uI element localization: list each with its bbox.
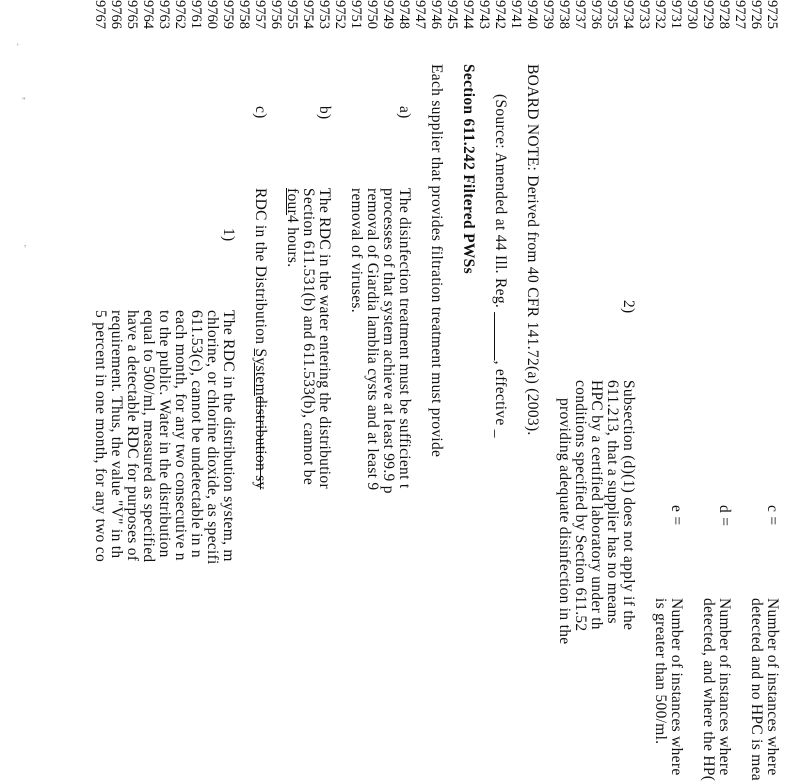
line-number: 9760 [204,0,220,29]
line-number: 9736 [588,0,604,29]
stray-mark: , [24,238,27,248]
line-number: 9729 [700,0,716,29]
line-number: 9733 [636,0,652,29]
subsection-2-line: providing adequate disinfection in the [556,398,573,645]
line-number: 9741 [508,0,524,29]
line-number: 9752 [332,0,348,29]
line-number: 9726 [748,0,764,29]
item-a-line: removal of viruses. [348,188,365,313]
line-number: 9749 [380,0,396,29]
line-number: 9743 [476,0,492,29]
item-c1-line: 611.53(c), cannot be undetectable in n [188,310,205,558]
line-number: 9765 [124,0,140,29]
definition-e-line1: Number of instances where [668,598,685,776]
item-c-heading: RDC in the Distribution Systemdistribution sy [252,188,269,490]
line-number: 9748 [396,0,412,29]
line-number: 9739 [540,0,556,29]
subsection-2-line: conditions specified by Section 611.52 [572,380,589,632]
line-number: 9735 [604,0,620,29]
line-number: 9751 [348,0,364,29]
definition-c-label: c = [764,505,781,526]
line-number: 9762 [172,0,188,29]
stray-mark: ' [17,42,19,52]
line-number: 9727 [732,0,748,29]
line-number: 9753 [316,0,332,29]
line-number: 9734 [620,0,636,29]
subsection-2-line: Subsection (d)(1) does not apply if the [620,380,637,631]
line-number: 9731 [668,0,684,29]
item-c1-line: chlorine, or chlorine dioxide, as specifi [204,310,221,565]
rotated-page [20,0,781,781]
board-note: BOARD NOTE: Derived from 40 CFR 141.72(a) (2003). [524,64,541,436]
subsection-2-line: HPC by a certified laboratory under th [588,380,605,630]
item-c1-line: equal to 500/ml, measured as specified [140,310,157,563]
subsection-2-line: 611.213, that a supplier has no means [604,380,621,624]
line-number: 9737 [572,0,588,29]
line-number: 9763 [156,0,172,29]
line-number: 9746 [428,0,444,29]
line-number: 9766 [108,0,124,29]
definition-d-line2: detected, and where the HP( [700,598,717,781]
line-number: 9738 [556,0,572,29]
item-a-line: removal of Giardia lamblia cysts and at least 9 [364,188,381,491]
section-intro: Each supplier that provides filtration treatment must provide [428,64,445,458]
subsection-2-marker: 2) [620,300,637,314]
item-c-marker: c) [252,106,269,119]
item-c1-marker: 1) [220,228,237,242]
line-number: 9747 [412,0,428,29]
line-number: 9754 [300,0,316,29]
stray-mark: " [22,96,26,106]
line-number: 9757 [252,0,268,29]
item-a-marker: a) [396,106,413,119]
line-number: 9758 [236,0,252,29]
definition-d-label: d = [716,505,733,527]
section-heading: Section 611.242 Filtered PWSs [460,64,477,274]
item-b-line: The RDC in the water entering the distributior [316,188,333,489]
item-b-marker: b) [316,106,333,120]
item-c1-line: to the public. Water in the distribution [156,310,173,558]
item-a-line: processes of that system achieve at least 99.9 p [380,188,397,494]
definition-c-line1: Number of instances where [764,598,781,776]
line-number: 9725 [764,0,780,29]
line-number: 9756 [268,0,284,29]
item-c1-line: The RDC in the distribution system, m [220,310,237,562]
item-c1-line: requirement. Thus, the value "V" in th [108,310,125,559]
item-c1-line: each month, for any two consecutive n [172,310,189,561]
item-a-line: The disinfection treatment must be sufficient t [396,188,413,489]
line-number: 9744 [460,0,476,29]
line-number: 9740 [524,0,540,29]
definition-e-line2: is greater than 500/ml. [652,598,669,745]
line-number: 9732 [652,0,668,29]
source-note: (Source: Amended at 44 Ill. Reg. ______, effective _ [492,94,509,438]
definition-d-line1: Number of instances where [716,598,733,776]
item-c1-line: 5 percent in one month, for any two co [92,310,109,563]
line-number: 9764 [140,0,156,29]
item-c1-line: have a detectable RDC for purposes of [124,310,141,562]
definition-c-line2: detected and no HPC is mea [748,598,765,781]
line-number: 9759 [220,0,236,29]
line-number: 9745 [444,0,460,29]
item-b-line: four4 hours. [284,188,301,268]
line-number: 9728 [716,0,732,29]
definition-e-label: e = [668,505,685,526]
line-number: 9742 [492,0,508,29]
line-number: 9730 [684,0,700,29]
line-number: 9750 [364,0,380,29]
line-number: 9755 [284,0,300,29]
line-number: 9767 [92,0,108,29]
item-b-line: Section 611.531(b) and 611.533(b), cannot be [300,188,317,486]
line-number: 9761 [188,0,204,29]
